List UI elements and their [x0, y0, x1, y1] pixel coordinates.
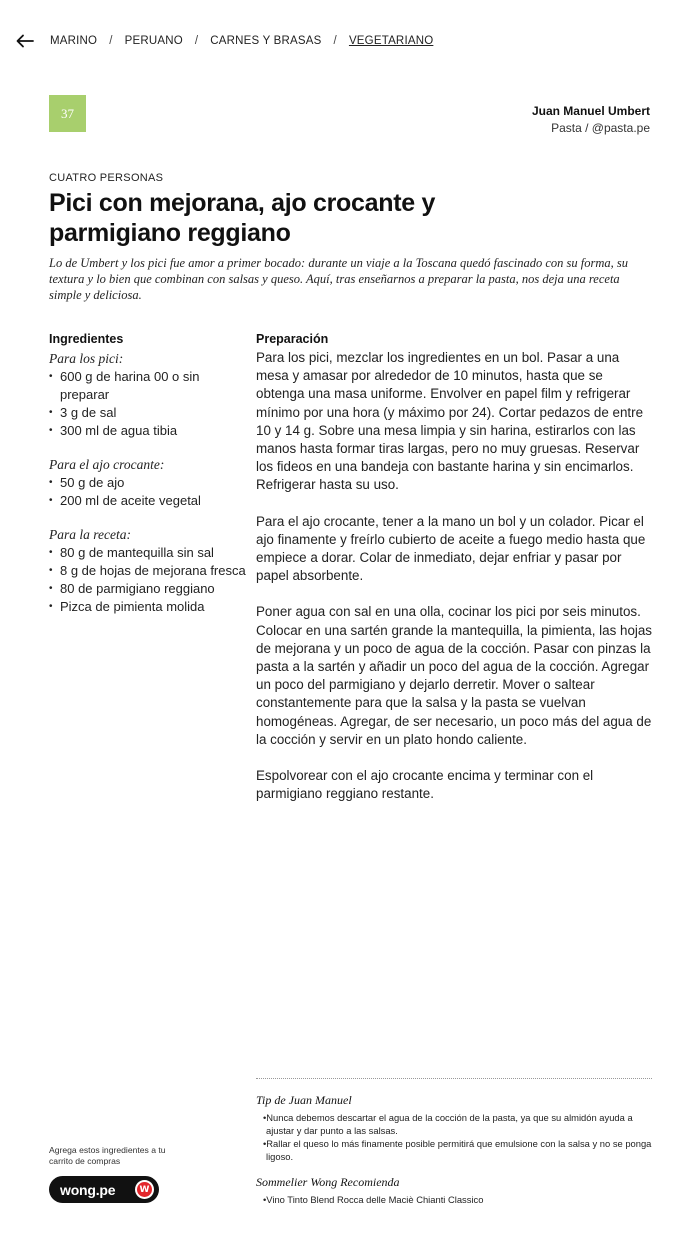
- cart-prompt: Agrega estos ingredientes a tu carrito de compras: [49, 1145, 166, 1166]
- crumb-separator: /: [194, 35, 199, 47]
- ingredient-group: [49, 350, 249, 440]
- preparation-step: Para el ajo crocante, tener a la mano un bol y un colador. Picar el ajo finamente y freírlo cubierto de aceite a fuego medio hasta que empiece a dorar. Colar de inmediato, dejar enfriar y pasar por papel absorbente.: [256, 513, 646, 584]
- crumb-peruano[interactable]: PERUANO: [124, 35, 183, 47]
- recipe-number-badge: 37: [49, 95, 86, 132]
- arrow-left-icon[interactable]: [16, 34, 34, 48]
- ingredient-item: • 50 g de ajo: [49, 474, 249, 492]
- ingredient-item: • 600 g de harina 00 o sin preparar: [49, 368, 249, 404]
- servings-label: CUATRO PERSONAS: [49, 172, 164, 184]
- sommelier-item: •Vino Tinto Blend Rocca delle Maciè Chianti Classico: [263, 1194, 484, 1205]
- ingredient-item: • 8 g de hojas de mejorana fresca: [49, 562, 249, 580]
- chef-tip: [256, 1093, 652, 1163]
- crumb-carnes-y-brasas[interactable]: CARNES Y BRASAS: [210, 35, 322, 47]
- ingredient-group-title: Para los pici:: [49, 351, 124, 366]
- ingredient-group: [49, 456, 249, 510]
- crumb-vegetariano[interactable]: VEGETARIANO: [348, 35, 434, 47]
- recipe-title: Pici con mejorana, ajo crocante y parmigiano reggiano: [49, 189, 436, 247]
- wong-logo-icon: [135, 1180, 154, 1199]
- ingredient-item: • 300 ml de agua tibia: [49, 422, 249, 440]
- tip-item: •Nunca debemos descartar el agua de la cocción de la pasta, ya que su almidón ayuda a ajustar y dar punto a las salsas.: [263, 1112, 633, 1136]
- tip-item: •Rallar el queso lo más finamente posible permitirá que emulsione con la salsa y no se ponga ligoso.: [263, 1138, 652, 1162]
- tip-heading: Tip de Juan Manuel: [256, 1093, 352, 1107]
- author-block: [532, 104, 650, 135]
- author-name: Juan Manuel Umbert: [531, 104, 650, 118]
- preparation-section: [256, 332, 652, 821]
- preparation-step: Espolvorear con el ajo crocante encima y terminar con el parmigiano reggiano restante.: [256, 768, 594, 802]
- ingredient-item: • 80 g de mantequilla sin sal: [49, 544, 249, 562]
- ingredient-item: • 200 ml de aceite vegetal: [49, 492, 249, 510]
- sommelier-heading: Sommelier Wong Recomienda: [256, 1175, 400, 1189]
- preparation-step: Poner agua con sal en una olla, cocinar los pici por seis minutos. Colocar en una sartén grande la mantequilla, la pimienta, las hojas de mejorana y un poco de agua de la cocción. Pasar con pinzas la pasta a la sartén y añadir un poco del agua de la cocción. Agregar un poco del parmigiano y dejarlo derretir. Mover o saltear constantemente para que la salsa y la pasta se vuelvan homogéneas. Agregar, de ser necesario, un poco más del agua de la cocción y servir en un plato hondo caliente.: [256, 604, 653, 747]
- preparation-step: Para los pici, mezclar los ingredientes en un bol. Pasar a una mesa y amasar por alrededor de 10 minutos, hasta que se obtenga una masa uniforme. Envolver en papel film y refrigerar mínimo por una hora (y máximo por 24). Cortar pedazos de entre 10 y 14 g. Sobre una mesa limpia y sin harina, estirarlos con las manos hasta formar tiras largas, pero no muy gruesas. Reservar los fideos en una bandeja con bastante harina y sin encimarlos. Refrigerar hasta su uso.: [256, 350, 644, 493]
- wong-cart-button[interactable]: [49, 1176, 159, 1203]
- ingredient-item: • 80 de parmigiano reggiano: [49, 580, 249, 598]
- sommelier-recommendation: [256, 1175, 652, 1206]
- wong-button-label: wong.pe: [60, 1181, 116, 1198]
- ingredient-group: [49, 526, 249, 616]
- ingredient-item: • 3 g de sal: [49, 404, 249, 422]
- ingredient-item: • Pizca de pimienta molida: [49, 598, 249, 616]
- ingredient-group-title: Para la receta:: [49, 527, 131, 542]
- crumb-separator: /: [333, 35, 337, 47]
- ingredients-heading: Ingredientes: [49, 332, 124, 346]
- wong-logo-letter: W: [137, 1182, 152, 1197]
- top-nav: [16, 30, 680, 52]
- recipe-intro: Lo de Umbert y los pici fue amor a primer bocado: durante un viaje a la Toscana quedó fascinado con su forma, su textura y lo bien que combinan con salsas y queso. Aquí, tras enseñarnos a preparar la pasta, nos deja una receta simple y deliciosa.: [49, 256, 629, 302]
- breadcrumb: [50, 35, 433, 47]
- crumb-separator: /: [109, 35, 113, 47]
- ingredients-section: [49, 332, 249, 632]
- ingredient-group-title: Para el ajo crocante:: [49, 457, 165, 472]
- dotted-divider: [256, 1078, 652, 1079]
- crumb-marino[interactable]: MARINO: [50, 35, 98, 47]
- author-handle: Pasta / @pasta.pe: [551, 121, 650, 135]
- preparation-heading: Preparación: [256, 332, 329, 346]
